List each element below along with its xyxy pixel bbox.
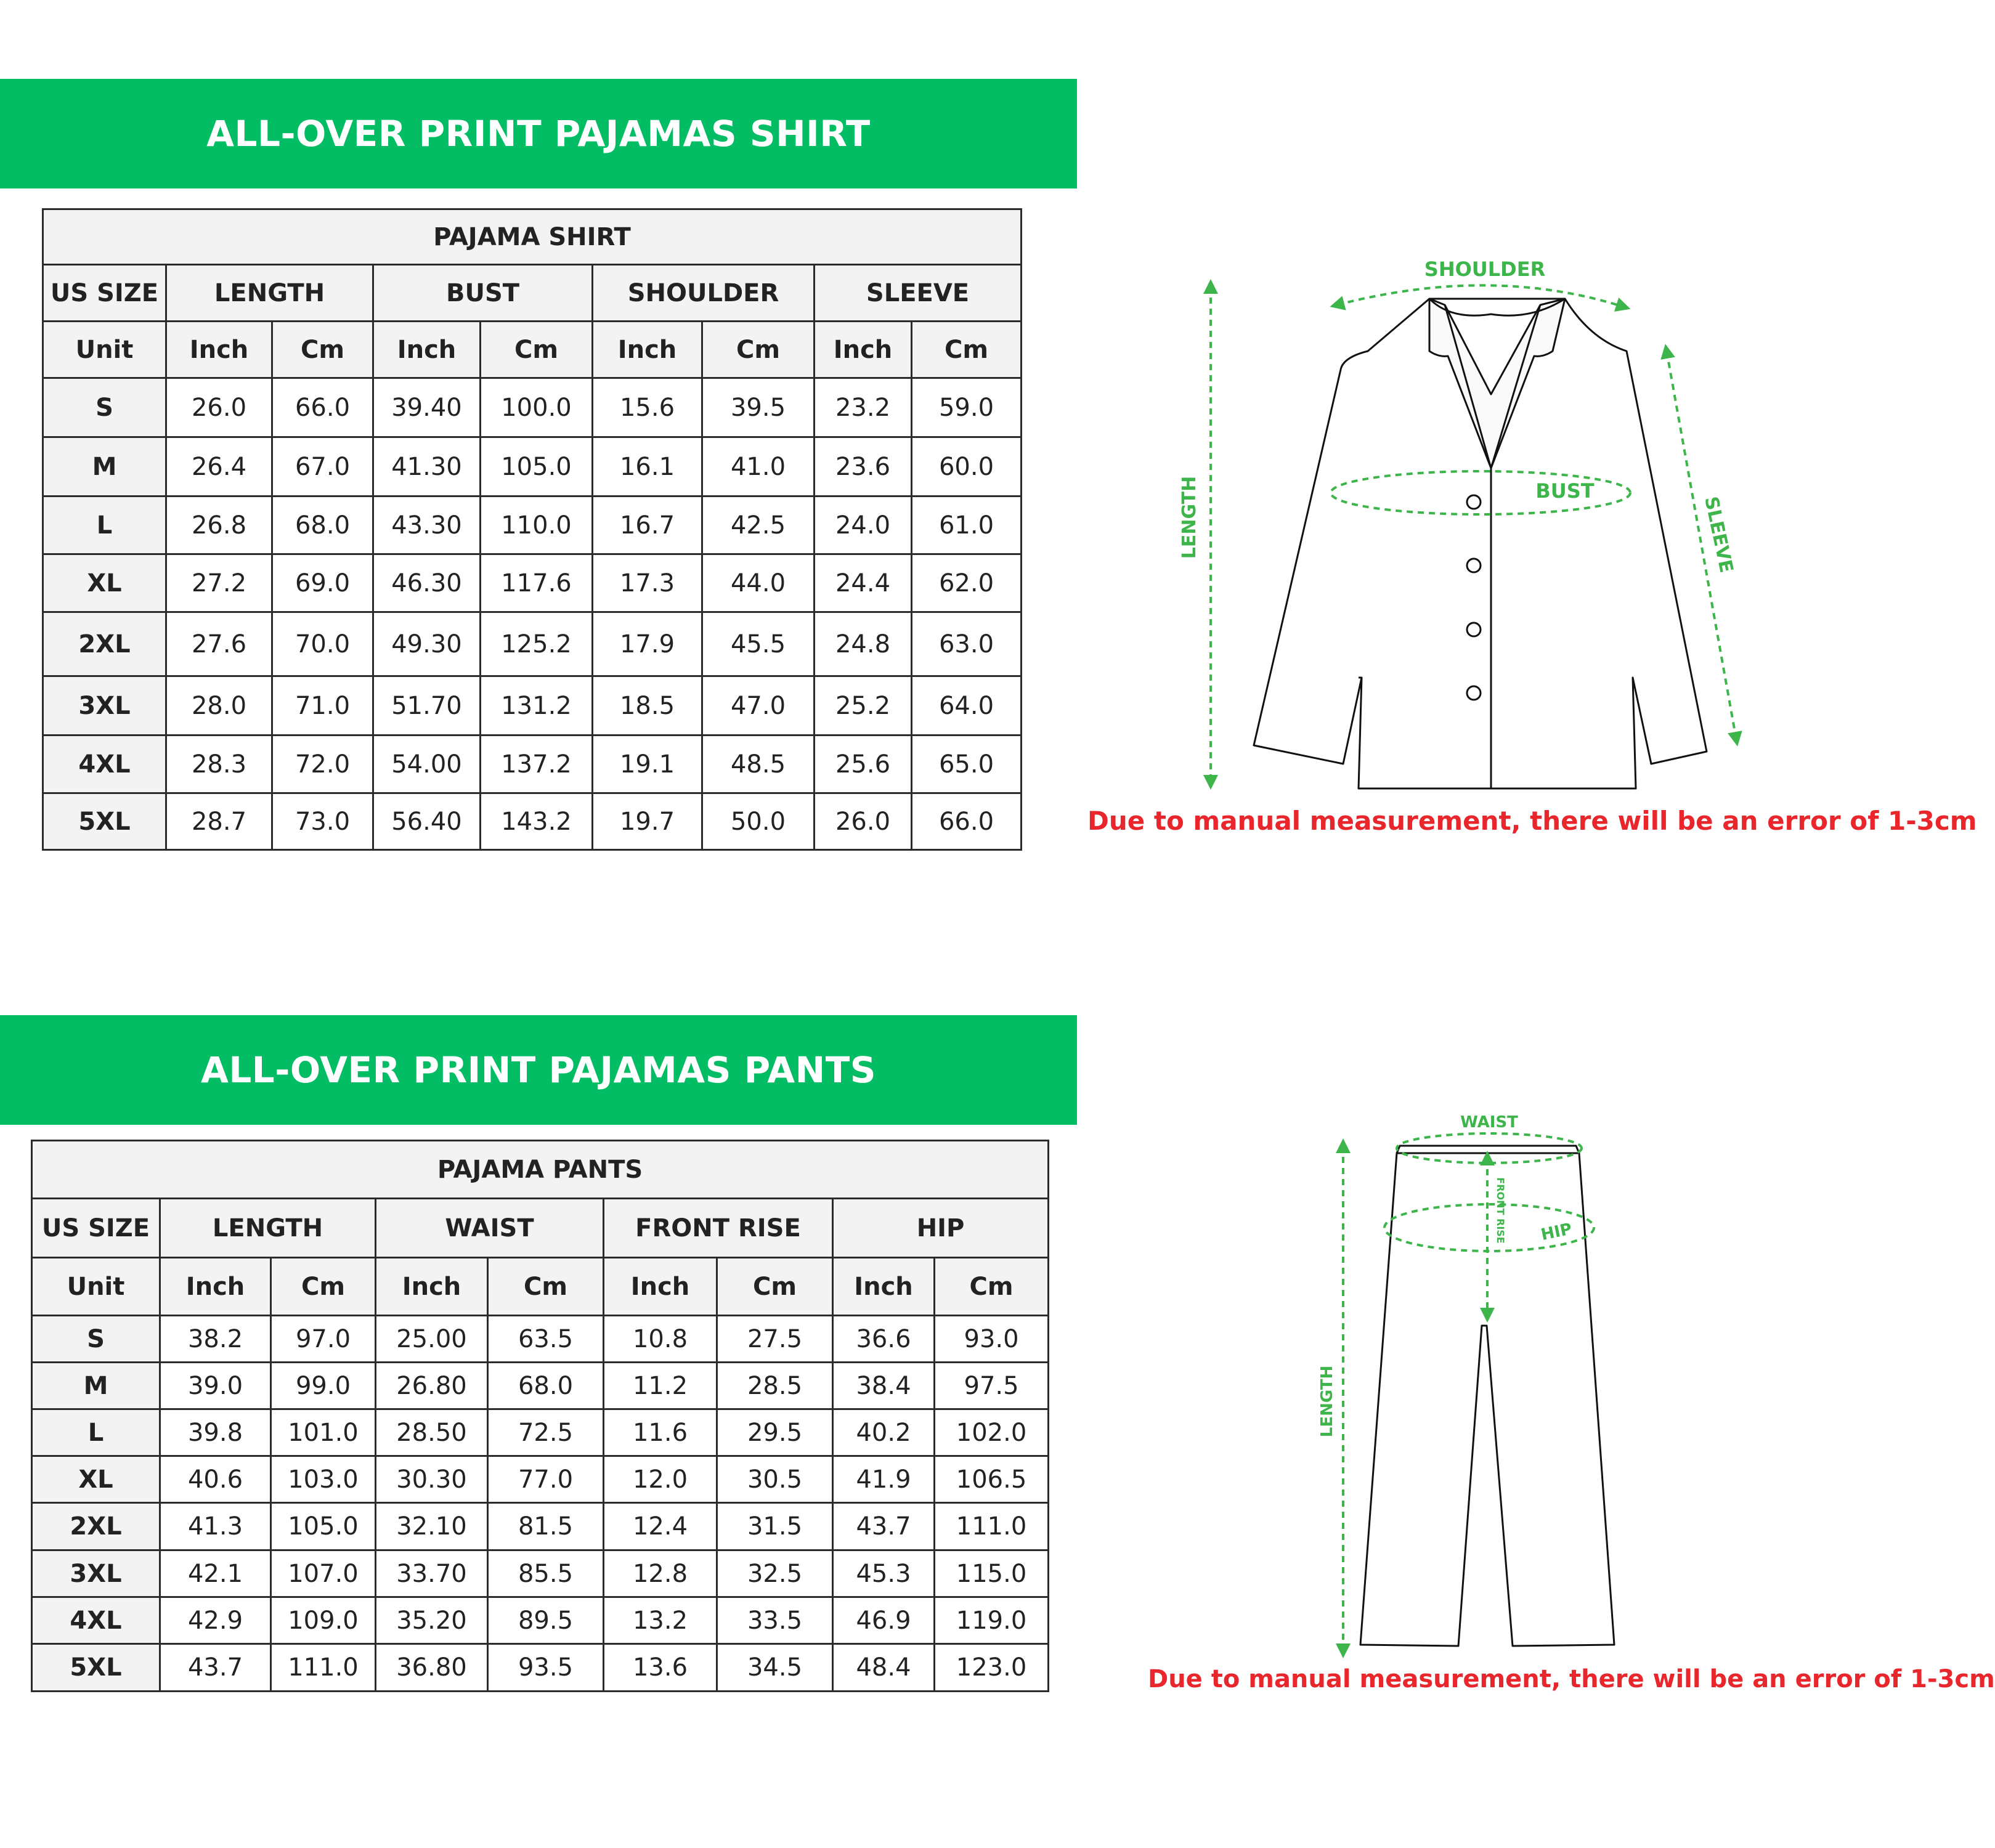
sleeve-label: SLEEVE xyxy=(1700,495,1737,575)
value-cell: 31.5 xyxy=(717,1503,833,1550)
value-cell: 35.20 xyxy=(376,1597,488,1644)
value-cell: 56.40 xyxy=(373,793,481,850)
value-cell: 115.0 xyxy=(935,1550,1049,1597)
value-cell: 111.0 xyxy=(935,1503,1049,1550)
value-cell: 44.0 xyxy=(702,554,815,612)
value-cell: 42.5 xyxy=(702,496,815,554)
value-cell: 107.0 xyxy=(271,1550,376,1597)
value-cell: 27.2 xyxy=(166,554,272,612)
value-cell: 70.0 xyxy=(272,612,373,676)
value-cell: 29.5 xyxy=(717,1409,833,1456)
unit-header: Unit xyxy=(32,1258,160,1316)
value-cell: 33.70 xyxy=(376,1550,488,1597)
value-cell: 17.3 xyxy=(593,554,702,612)
value-cell: 45.5 xyxy=(702,612,815,676)
size-cell: 4XL xyxy=(32,1597,160,1644)
unit-cell: Cm xyxy=(488,1258,604,1316)
value-cell: 85.5 xyxy=(488,1550,604,1597)
waist-label: WAIST xyxy=(1460,1113,1518,1132)
us-size-header: US SIZE xyxy=(32,1199,160,1258)
value-cell: 65.0 xyxy=(912,736,1022,793)
unit-cell: Inch xyxy=(166,322,272,378)
shirt-size-table xyxy=(42,208,1022,851)
value-cell: 64.0 xyxy=(912,676,1022,736)
size-cell: L xyxy=(43,496,166,554)
value-cell: 39.40 xyxy=(373,378,481,437)
value-cell: 19.1 xyxy=(593,736,702,793)
value-cell: 41.30 xyxy=(373,437,481,496)
value-cell: 45.3 xyxy=(833,1550,935,1597)
value-cell: 24.8 xyxy=(815,612,912,676)
value-cell: 110.0 xyxy=(481,496,593,554)
size-cell: XL xyxy=(32,1456,160,1503)
value-cell: 97.5 xyxy=(935,1363,1049,1409)
table-row xyxy=(32,1644,1049,1692)
pants-size-table xyxy=(31,1140,1049,1692)
size-cell: S xyxy=(43,378,166,437)
value-cell: 63.5 xyxy=(488,1316,604,1363)
front-rise-label: FRONT RISE xyxy=(1495,1177,1506,1244)
unit-cell: Inch xyxy=(373,322,481,378)
pants-table-title: PAJAMA PANTS xyxy=(32,1141,1049,1199)
unit-header: Unit xyxy=(43,322,166,378)
value-cell: 39.8 xyxy=(160,1409,271,1456)
value-cell: 67.0 xyxy=(272,437,373,496)
shirt-banner: ALL-OVER PRINT PAJAMAS SHIRT xyxy=(0,79,1077,188)
value-cell: 72.5 xyxy=(488,1409,604,1456)
size-cell: 2XL xyxy=(32,1503,160,1550)
value-cell: 16.1 xyxy=(593,437,702,496)
group-header: LENGTH xyxy=(166,265,373,322)
value-cell: 49.30 xyxy=(373,612,481,676)
value-cell: 81.5 xyxy=(488,1503,604,1550)
pants-banner: ALL-OVER PRINT PAJAMAS PANTS xyxy=(0,1015,1077,1125)
value-cell: 26.4 xyxy=(166,437,272,496)
value-cell: 42.1 xyxy=(160,1550,271,1597)
value-cell: 17.9 xyxy=(593,612,702,676)
value-cell: 46.30 xyxy=(373,554,481,612)
value-cell: 59.0 xyxy=(912,378,1022,437)
pants-diagram xyxy=(1306,1096,1651,1663)
value-cell: 16.7 xyxy=(593,496,702,554)
group-header: LENGTH xyxy=(160,1199,376,1258)
hip-label: HIP xyxy=(1539,1220,1574,1245)
unit-cell: Inch xyxy=(593,322,702,378)
value-cell: 28.0 xyxy=(166,676,272,736)
pants-error-note: Due to manual measurement, there will be an error of 1-3cm xyxy=(1148,1665,1995,1693)
table-row xyxy=(43,793,1022,850)
bust-label: BUST xyxy=(1535,479,1595,503)
value-cell: 62.0 xyxy=(912,554,1022,612)
value-cell: 12.4 xyxy=(604,1503,717,1550)
size-cell: 4XL xyxy=(43,736,166,793)
value-cell: 93.5 xyxy=(488,1644,604,1692)
value-cell: 105.0 xyxy=(481,437,593,496)
value-cell: 25.00 xyxy=(376,1316,488,1363)
value-cell: 43.7 xyxy=(833,1503,935,1550)
value-cell: 60.0 xyxy=(912,437,1022,496)
value-cell: 68.0 xyxy=(488,1363,604,1409)
table-row xyxy=(32,1550,1049,1597)
size-cell: L xyxy=(32,1409,160,1456)
value-cell: 27.5 xyxy=(717,1316,833,1363)
shirt-table-body xyxy=(43,378,1022,850)
length-label: LENGTH xyxy=(1179,476,1200,559)
value-cell: 41.3 xyxy=(160,1503,271,1550)
size-cell: 5XL xyxy=(43,793,166,850)
value-cell: 41.9 xyxy=(833,1456,935,1503)
size-cell: XL xyxy=(43,554,166,612)
size-cell: S xyxy=(32,1316,160,1363)
value-cell: 25.6 xyxy=(815,736,912,793)
value-cell: 99.0 xyxy=(271,1363,376,1409)
value-cell: 11.2 xyxy=(604,1363,717,1409)
value-cell: 66.0 xyxy=(272,378,373,437)
value-cell: 131.2 xyxy=(481,676,593,736)
value-cell: 28.7 xyxy=(166,793,272,850)
value-cell: 30.5 xyxy=(717,1456,833,1503)
value-cell: 50.0 xyxy=(702,793,815,850)
value-cell: 61.0 xyxy=(912,496,1022,554)
value-cell: 111.0 xyxy=(271,1644,376,1692)
value-cell: 41.0 xyxy=(702,437,815,496)
value-cell: 26.0 xyxy=(815,793,912,850)
table-row xyxy=(43,437,1022,496)
value-cell: 19.7 xyxy=(593,793,702,850)
table-row xyxy=(43,378,1022,437)
value-cell: 125.2 xyxy=(481,612,593,676)
value-cell: 39.5 xyxy=(702,378,815,437)
value-cell: 46.9 xyxy=(833,1597,935,1644)
value-cell: 38.4 xyxy=(833,1363,935,1409)
unit-cell: Inch xyxy=(604,1258,717,1316)
value-cell: 33.5 xyxy=(717,1597,833,1644)
value-cell: 28.3 xyxy=(166,736,272,793)
value-cell: 66.0 xyxy=(912,793,1022,850)
group-header: HIP xyxy=(833,1199,1049,1258)
value-cell: 109.0 xyxy=(271,1597,376,1644)
table-row xyxy=(32,1503,1049,1550)
value-cell: 117.6 xyxy=(481,554,593,612)
shoulder-label: SHOULDER xyxy=(1424,257,1546,281)
value-cell: 143.2 xyxy=(481,793,593,850)
shirt-diagram xyxy=(1158,246,1750,801)
group-header: FRONT RISE xyxy=(604,1199,833,1258)
value-cell: 26.80 xyxy=(376,1363,488,1409)
shirt-outline-icon xyxy=(1254,299,1707,788)
value-cell: 13.2 xyxy=(604,1597,717,1644)
value-cell: 24.4 xyxy=(815,554,912,612)
value-cell: 69.0 xyxy=(272,554,373,612)
value-cell: 106.5 xyxy=(935,1456,1049,1503)
value-cell: 28.5 xyxy=(717,1363,833,1409)
value-cell: 48.4 xyxy=(833,1644,935,1692)
unit-cell: Inch xyxy=(815,322,912,378)
size-cell: 3XL xyxy=(43,676,166,736)
table-row xyxy=(43,676,1022,736)
table-row xyxy=(32,1363,1049,1409)
unit-cell: Cm xyxy=(935,1258,1049,1316)
shirt-error-note: Due to manual measurement, there will be an error of 1-3cm xyxy=(1087,806,1977,836)
value-cell: 48.5 xyxy=(702,736,815,793)
size-cell: M xyxy=(32,1363,160,1409)
size-cell: M xyxy=(43,437,166,496)
value-cell: 38.2 xyxy=(160,1316,271,1363)
value-cell: 40.2 xyxy=(833,1409,935,1456)
value-cell: 103.0 xyxy=(271,1456,376,1503)
value-cell: 25.2 xyxy=(815,676,912,736)
value-cell: 23.2 xyxy=(815,378,912,437)
value-cell: 12.0 xyxy=(604,1456,717,1503)
value-cell: 32.10 xyxy=(376,1503,488,1550)
value-cell: 36.6 xyxy=(833,1316,935,1363)
value-cell: 101.0 xyxy=(271,1409,376,1456)
value-cell: 18.5 xyxy=(593,676,702,736)
value-cell: 93.0 xyxy=(935,1316,1049,1363)
value-cell: 54.00 xyxy=(373,736,481,793)
value-cell: 32.5 xyxy=(717,1550,833,1597)
unit-cell: Cm xyxy=(271,1258,376,1316)
value-cell: 71.0 xyxy=(272,676,373,736)
unit-cell: Cm xyxy=(481,322,593,378)
value-cell: 137.2 xyxy=(481,736,593,793)
value-cell: 23.6 xyxy=(815,437,912,496)
unit-cell: Inch xyxy=(376,1258,488,1316)
table-row xyxy=(32,1456,1049,1503)
value-cell: 26.0 xyxy=(166,378,272,437)
pants-table-body xyxy=(32,1316,1049,1692)
value-cell: 47.0 xyxy=(702,676,815,736)
value-cell: 72.0 xyxy=(272,736,373,793)
size-cell: 2XL xyxy=(43,612,166,676)
value-cell: 40.6 xyxy=(160,1456,271,1503)
length-label: LENGTH xyxy=(1318,1365,1336,1438)
value-cell: 105.0 xyxy=(271,1503,376,1550)
value-cell: 42.9 xyxy=(160,1597,271,1644)
size-cell: 5XL xyxy=(32,1644,160,1692)
shirt-table-title: PAJAMA SHIRT xyxy=(43,209,1022,265)
value-cell: 89.5 xyxy=(488,1597,604,1644)
unit-cell: Cm xyxy=(912,322,1022,378)
unit-cell: Cm xyxy=(717,1258,833,1316)
value-cell: 26.8 xyxy=(166,496,272,554)
value-cell: 28.50 xyxy=(376,1409,488,1456)
value-cell: 34.5 xyxy=(717,1644,833,1692)
size-cell: 3XL xyxy=(32,1550,160,1597)
table-row xyxy=(43,554,1022,612)
value-cell: 102.0 xyxy=(935,1409,1049,1456)
group-header: SLEEVE xyxy=(815,265,1022,322)
value-cell: 27.6 xyxy=(166,612,272,676)
unit-cell: Inch xyxy=(833,1258,935,1316)
group-header: WAIST xyxy=(376,1199,604,1258)
table-row xyxy=(32,1597,1049,1644)
value-cell: 97.0 xyxy=(271,1316,376,1363)
value-cell: 63.0 xyxy=(912,612,1022,676)
unit-cell: Cm xyxy=(272,322,373,378)
value-cell: 15.6 xyxy=(593,378,702,437)
value-cell: 12.8 xyxy=(604,1550,717,1597)
value-cell: 30.30 xyxy=(376,1456,488,1503)
table-row xyxy=(43,496,1022,554)
table-row xyxy=(43,736,1022,793)
value-cell: 11.6 xyxy=(604,1409,717,1456)
value-cell: 13.6 xyxy=(604,1644,717,1692)
unit-cell: Inch xyxy=(160,1258,271,1316)
value-cell: 43.30 xyxy=(373,496,481,554)
value-cell: 100.0 xyxy=(481,378,593,437)
unit-cell: Cm xyxy=(702,322,815,378)
table-row xyxy=(32,1316,1049,1363)
value-cell: 123.0 xyxy=(935,1644,1049,1692)
value-cell: 10.8 xyxy=(604,1316,717,1363)
us-size-header: US SIZE xyxy=(43,265,166,322)
pants-outline-icon xyxy=(1360,1146,1614,1646)
value-cell: 68.0 xyxy=(272,496,373,554)
value-cell: 77.0 xyxy=(488,1456,604,1503)
value-cell: 36.80 xyxy=(376,1644,488,1692)
group-header: BUST xyxy=(373,265,593,322)
value-cell: 43.7 xyxy=(160,1644,271,1692)
value-cell: 119.0 xyxy=(935,1597,1049,1644)
table-row xyxy=(43,612,1022,676)
value-cell: 24.0 xyxy=(815,496,912,554)
table-row xyxy=(32,1409,1049,1456)
value-cell: 73.0 xyxy=(272,793,373,850)
value-cell: 39.0 xyxy=(160,1363,271,1409)
group-header: SHOULDER xyxy=(593,265,815,322)
value-cell: 51.70 xyxy=(373,676,481,736)
